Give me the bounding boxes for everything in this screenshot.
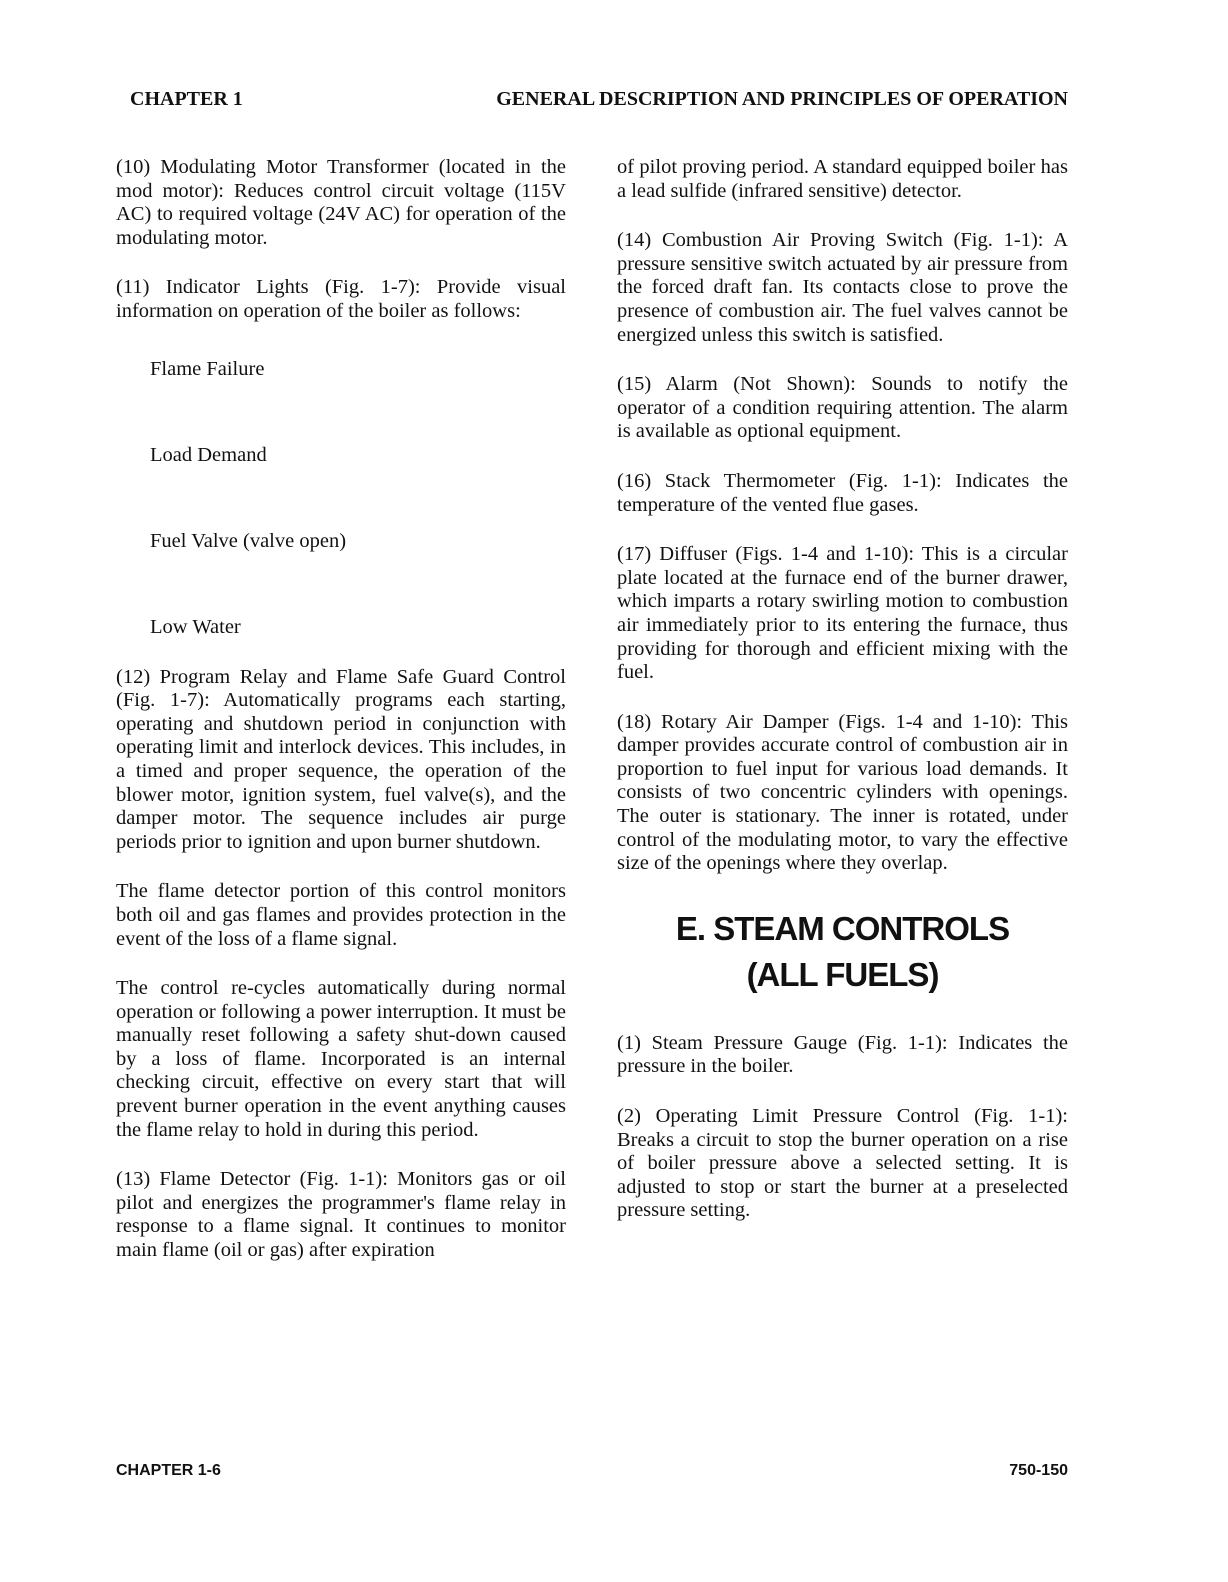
section-heading — [617, 906, 1068, 998]
paragraph-12c: The control re-cycles automatically during normal operation or following a power interruption. It must be manually reset following a safety shut-down caused by a loss of flame. Incorporated is an internal checking circuit, effective on every start that will prevent burner operation in the event anything causes the flame relay to hold in during this period. — [116, 977, 566, 1141]
header-chapter: CHAPTER 1 — [130, 88, 243, 110]
section-heading-line-2: (ALL FUELS) — [746, 955, 939, 993]
paragraph-18: (18) Rotary Air Damper (Figs. 1-4 and 1-10): This damper provides accurate control of combustion air in proportion to fuel input for various load demands. It consists of two concentric cylinders with openings. The outer is stationary. The inner is rotated, under control of the modulating motor, to vary the effective size of the openings where they overlap. — [617, 710, 1068, 875]
steam-paragraph-2: (2) Operating Limit Pressure Control (Fig. 1-1): Breaks a circuit to stop the burner operation on a rise of boiler pressure above a selected setting. It is adjusted to stop or start the burner at a preselected pressure setting. — [617, 1105, 1068, 1222]
header-title: GENERAL DESCRIPTION AND PRINCIPLES OF OPERATION — [496, 88, 1068, 110]
footer-document-number: 750-150 — [1009, 1462, 1068, 1479]
footer-page-number: CHAPTER 1-6 — [116, 1462, 221, 1479]
paragraph-12b: The flame detector portion of this control monitors both oil and gas flames and provides protection in the event of the loss of a flame signal. — [116, 880, 566, 950]
left-column — [116, 156, 566, 1289]
indicator-lights-list — [116, 358, 566, 666]
paragraph-12: (12) Program Relay and Flame Safe Guard Control (Fig. 1-7): Automatically programs each starting, operating and shutdown period in conjunction with operating limit and interlock devices. This includes, in a timed and proper sequence, the operation of the blower motor, ignition system, fuel valve(s), and the damper motor. The sequence includes air purge periods prior to ignition and upon burner shutdown. — [116, 665, 566, 853]
paragraph-17: (17) Diffuser (Figs. 1-4 and 1-10): This is a circular plate located at the furnace end of the burner drawer, which imparts a rotary swirling motion to combustion air immediately prior to its entering the furnace, thus providing for thorough and efficient mixing with the fuel. — [617, 543, 1068, 684]
paragraph-13-continued: of pilot proving period. A standard equipped boiler has a lead sulfide (infrared sensitive) detector. — [617, 156, 1068, 202]
paragraph-15: (15) Alarm (Not Shown): Sounds to notify the operator of a condition requiring attention. The alarm is available as optional equipment. — [617, 373, 1068, 443]
paragraph-16: (16) Stack Thermometer (Fig. 1-1): Indicates the temperature of the vented flue gases. — [617, 469, 1068, 516]
page-header — [130, 88, 1068, 118]
indicator-light-item: Low Water — [150, 615, 241, 638]
indicator-light-item: Flame Failure — [150, 357, 265, 380]
indicator-light-item: Load Demand — [150, 443, 267, 466]
right-column — [617, 156, 1068, 1249]
steam-paragraph-1: (1) Steam Pressure Gauge (Fig. 1-1): Indicates the pressure in the boiler. — [617, 1031, 1068, 1078]
indicator-light-item: Fuel Valve (valve open) — [150, 529, 347, 552]
paragraph-14: (14) Combustion Air Proving Switch (Fig. 1-1): A pressure sensitive switch actuated by air pressure from the forced draft fan. Its contacts close to prove the presence of combustion air. The fuel valves cannot be energized unless this switch is satisfied. — [617, 229, 1068, 346]
paragraph-11: (11) Indicator Lights (Fig. 1-7): Provide visual information on operation of the boiler as follows: — [116, 276, 566, 322]
paragraph-13: (13) Flame Detector (Fig. 1-1): Monitors gas or oil pilot and energizes the programmer's flame relay in response to a flame signal. It continues to monitor main flame (oil or gas) after expiration — [116, 1168, 566, 1262]
section-heading-line-1: E. STEAM CONTROLS — [675, 909, 1010, 947]
paragraph-10: (10) Modulating Motor Transformer (located in the mod motor): Reduces control circuit voltage (115V AC) to required voltage (24V AC) for operation of the modulating motor. — [116, 156, 566, 249]
